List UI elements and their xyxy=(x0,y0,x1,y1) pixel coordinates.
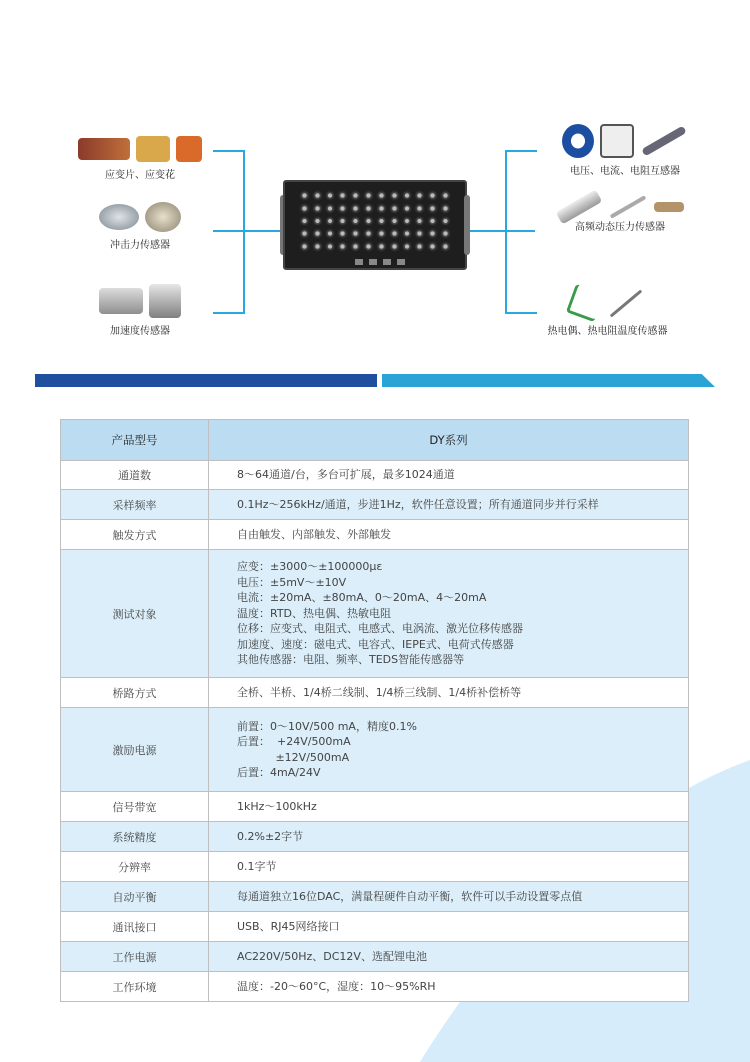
right-mid-line xyxy=(505,230,535,232)
bnc-connector xyxy=(337,190,348,201)
spec-table-body xyxy=(61,461,689,1002)
row-value-line: 1kHz～100kHz xyxy=(237,799,317,813)
device-handle-right xyxy=(464,195,470,255)
bnc-connector xyxy=(363,190,374,201)
divider-bar-light xyxy=(382,374,715,387)
bnc-connector xyxy=(427,216,438,227)
strain-rosette-round-image xyxy=(176,136,202,162)
row-value xyxy=(209,520,689,550)
bnc-connector xyxy=(350,190,361,201)
bnc-connector xyxy=(402,216,413,227)
row-value xyxy=(209,912,689,942)
thermocouple-image xyxy=(565,284,603,322)
left-connector xyxy=(243,230,281,232)
bnc-connector xyxy=(350,203,361,214)
table-row xyxy=(61,942,689,972)
bnc-connector xyxy=(389,241,400,252)
row-key: 通讯接口 xyxy=(61,912,209,942)
sensor-label: 高频动态压力传感器 xyxy=(575,222,665,233)
row-value-line: 温度：RTD、热电偶、热敏电阻 xyxy=(237,606,392,620)
bnc-connector xyxy=(299,203,310,214)
row-value xyxy=(209,942,689,972)
bnc-connector xyxy=(312,241,323,252)
sensor-temperature xyxy=(540,288,675,337)
bnc-connector xyxy=(427,203,438,214)
bnc-connector xyxy=(440,241,451,252)
sensor-label: 应变片、应变花 xyxy=(105,170,175,181)
row-key: 工作环境 xyxy=(61,972,209,1002)
row-value-line: ±12V/500mA xyxy=(237,750,350,764)
row-value xyxy=(209,852,689,882)
bnc-connector xyxy=(402,203,413,214)
bnc-connector xyxy=(427,241,438,252)
spec-table xyxy=(60,419,689,1002)
bnc-connector xyxy=(440,203,451,214)
table-row xyxy=(61,490,689,520)
table-row xyxy=(61,852,689,882)
connector-panel xyxy=(299,190,451,252)
bnc-connector xyxy=(325,190,336,201)
row-key: 分辨率 xyxy=(61,852,209,882)
accel-sensor-image-1 xyxy=(99,288,143,314)
row-key: 采样频率 xyxy=(61,490,209,520)
row-key: 通道数 xyxy=(61,461,209,490)
row-key: 工作电源 xyxy=(61,942,209,972)
row-key: 桥路方式 xyxy=(61,678,209,708)
bnc-connector xyxy=(312,228,323,239)
bnc-connector xyxy=(337,241,348,252)
sensor-strain-gauge xyxy=(70,136,210,181)
bnc-connector xyxy=(299,216,310,227)
bnc-connector xyxy=(440,190,451,201)
bnc-connector xyxy=(427,228,438,239)
probe-image xyxy=(641,126,687,157)
left-bracket xyxy=(213,150,245,314)
bnc-connector xyxy=(363,203,374,214)
row-value-line: 0.1Hz～256kHz/通道，步进1Hz，软件任意设置；所有通道同步并行采样 xyxy=(237,497,599,511)
bnc-connector xyxy=(325,216,336,227)
impact-sensor-image-2 xyxy=(145,202,181,232)
row-value xyxy=(209,490,689,520)
row-value-line: 后置：4mA/24V xyxy=(237,766,321,779)
row-value-line: 全桥、半桥、1/4桥二线制、1/4桥三线制、1/4桥补偿桥等 xyxy=(237,685,522,699)
row-value-line: 其他传感器：电阻、频率、TEDS智能传感器等 xyxy=(237,653,465,667)
bnc-connector xyxy=(325,241,336,252)
bnc-connector xyxy=(299,190,310,201)
current-clamp-image xyxy=(562,124,594,158)
table-row xyxy=(61,822,689,852)
row-value xyxy=(209,461,689,490)
bnc-connector xyxy=(389,228,400,239)
bnc-connector xyxy=(363,228,374,239)
bnc-connector xyxy=(427,190,438,201)
row-value xyxy=(209,550,689,678)
bnc-connector xyxy=(325,203,336,214)
impact-sensor-image-1 xyxy=(99,204,139,230)
strain-gauge-image xyxy=(78,138,130,160)
row-value xyxy=(209,882,689,912)
right-bracket xyxy=(505,150,537,314)
row-value xyxy=(209,822,689,852)
bnc-connector xyxy=(363,241,374,252)
row-key: 测试对象 xyxy=(61,550,209,678)
bnc-connector xyxy=(414,203,425,214)
data-acquisition-device xyxy=(283,180,467,270)
table-row xyxy=(61,520,689,550)
pressure-sensor-image-3 xyxy=(654,202,684,212)
device-ports xyxy=(355,259,405,265)
bnc-connector xyxy=(389,190,400,201)
header-key: 产品型号 xyxy=(61,420,209,461)
row-value xyxy=(209,678,689,708)
row-key: 激励电源 xyxy=(61,708,209,792)
bnc-connector xyxy=(350,228,361,239)
bnc-connector xyxy=(312,216,323,227)
row-value-line: 电压：±5mV～±10V xyxy=(237,575,347,589)
bnc-connector xyxy=(337,228,348,239)
table-row xyxy=(61,912,689,942)
sensor-label: 加速度传感器 xyxy=(110,326,170,337)
row-value-line: 温度：-20～60°C，湿度：10～95%RH xyxy=(237,979,436,993)
bnc-connector xyxy=(402,228,413,239)
row-value-line: 电流：±20mA、±80mA、0～20mA、4～20mA xyxy=(237,591,487,605)
divider-bar-dark xyxy=(35,374,377,387)
row-value-line: 8～64通道/台，多台可扩展，最多1024通道 xyxy=(237,468,455,482)
sensor-acceleration xyxy=(80,284,200,337)
row-value xyxy=(209,792,689,822)
row-value-line: 0.2%±2字节 xyxy=(237,829,304,843)
bnc-connector xyxy=(376,190,387,201)
bnc-connector xyxy=(414,228,425,239)
row-value-line: 位移：应变式、电阻式、电感式、电涡流、激光位移传感器 xyxy=(237,622,523,636)
row-key: 系统精度 xyxy=(61,822,209,852)
row-value-line: 前置：0～10V/500 mA，精度0.1% xyxy=(237,719,417,733)
bnc-connector xyxy=(402,241,413,252)
row-value-line: 应变：±3000～±100000με xyxy=(237,560,383,574)
sensor-transformer xyxy=(540,124,710,177)
bnc-connector xyxy=(440,228,451,239)
sensor-label: 电压、电流、电阻互感器 xyxy=(570,166,680,177)
bnc-connector xyxy=(389,203,400,214)
bnc-connector xyxy=(389,216,400,227)
sensor-dynamic-pressure xyxy=(540,200,700,233)
table-row xyxy=(61,792,689,822)
header-value: DY系列 xyxy=(209,420,689,461)
bnc-connector xyxy=(337,216,348,227)
bnc-connector xyxy=(414,216,425,227)
row-value xyxy=(209,708,689,792)
table-row xyxy=(61,461,689,490)
row-value-line: 后置： +24V/500mA xyxy=(237,735,351,748)
bnc-connector xyxy=(337,203,348,214)
bnc-connector xyxy=(350,241,361,252)
rtd-probe-image xyxy=(609,289,642,317)
bnc-connector xyxy=(376,241,387,252)
table-row xyxy=(61,882,689,912)
row-value-line: 0.1字节 xyxy=(237,859,277,873)
bnc-connector xyxy=(376,216,387,227)
bnc-connector xyxy=(325,228,336,239)
table-header-row xyxy=(61,420,689,461)
sensor-label: 热电偶、热电阻温度传感器 xyxy=(547,326,668,337)
strain-rosette-image xyxy=(136,136,170,162)
row-value-line: 自由触发、内部触发、外部触发 xyxy=(237,527,391,541)
bnc-connector xyxy=(299,228,310,239)
table-row xyxy=(61,708,689,792)
row-value-line: AC220V/50Hz、DC12V、选配锂电池 xyxy=(237,949,427,963)
table-row xyxy=(61,972,689,1002)
bnc-connector xyxy=(350,216,361,227)
table-row xyxy=(61,678,689,708)
row-value-line: 每通道独立16位DAC，满量程硬件自动平衡，软件可以手动设置零点值 xyxy=(237,889,583,903)
bnc-connector xyxy=(414,190,425,201)
meter-image xyxy=(600,124,634,158)
left-mid-line xyxy=(213,230,243,232)
bnc-connector xyxy=(414,241,425,252)
row-value-line: 加速度、速度：磁电式、电容式、IEPE式、电荷式传感器 xyxy=(237,637,514,651)
table-row xyxy=(61,550,689,678)
row-key: 触发方式 xyxy=(61,520,209,550)
row-key: 自动平衡 xyxy=(61,882,209,912)
bnc-connector xyxy=(402,190,413,201)
bnc-connector xyxy=(299,241,310,252)
row-value xyxy=(209,972,689,1002)
bnc-connector xyxy=(312,190,323,201)
row-value-line: USB、RJ45网络接口 xyxy=(237,919,340,933)
bnc-connector xyxy=(376,203,387,214)
sensor-impact-force xyxy=(80,202,200,251)
bnc-connector xyxy=(312,203,323,214)
bnc-connector xyxy=(440,216,451,227)
bnc-connector xyxy=(363,216,374,227)
bnc-connector xyxy=(376,228,387,239)
sensor-label: 冲击力传感器 xyxy=(110,240,170,251)
accel-sensor-image-2 xyxy=(149,284,181,318)
right-connector xyxy=(469,230,505,232)
row-key: 信号带宽 xyxy=(61,792,209,822)
